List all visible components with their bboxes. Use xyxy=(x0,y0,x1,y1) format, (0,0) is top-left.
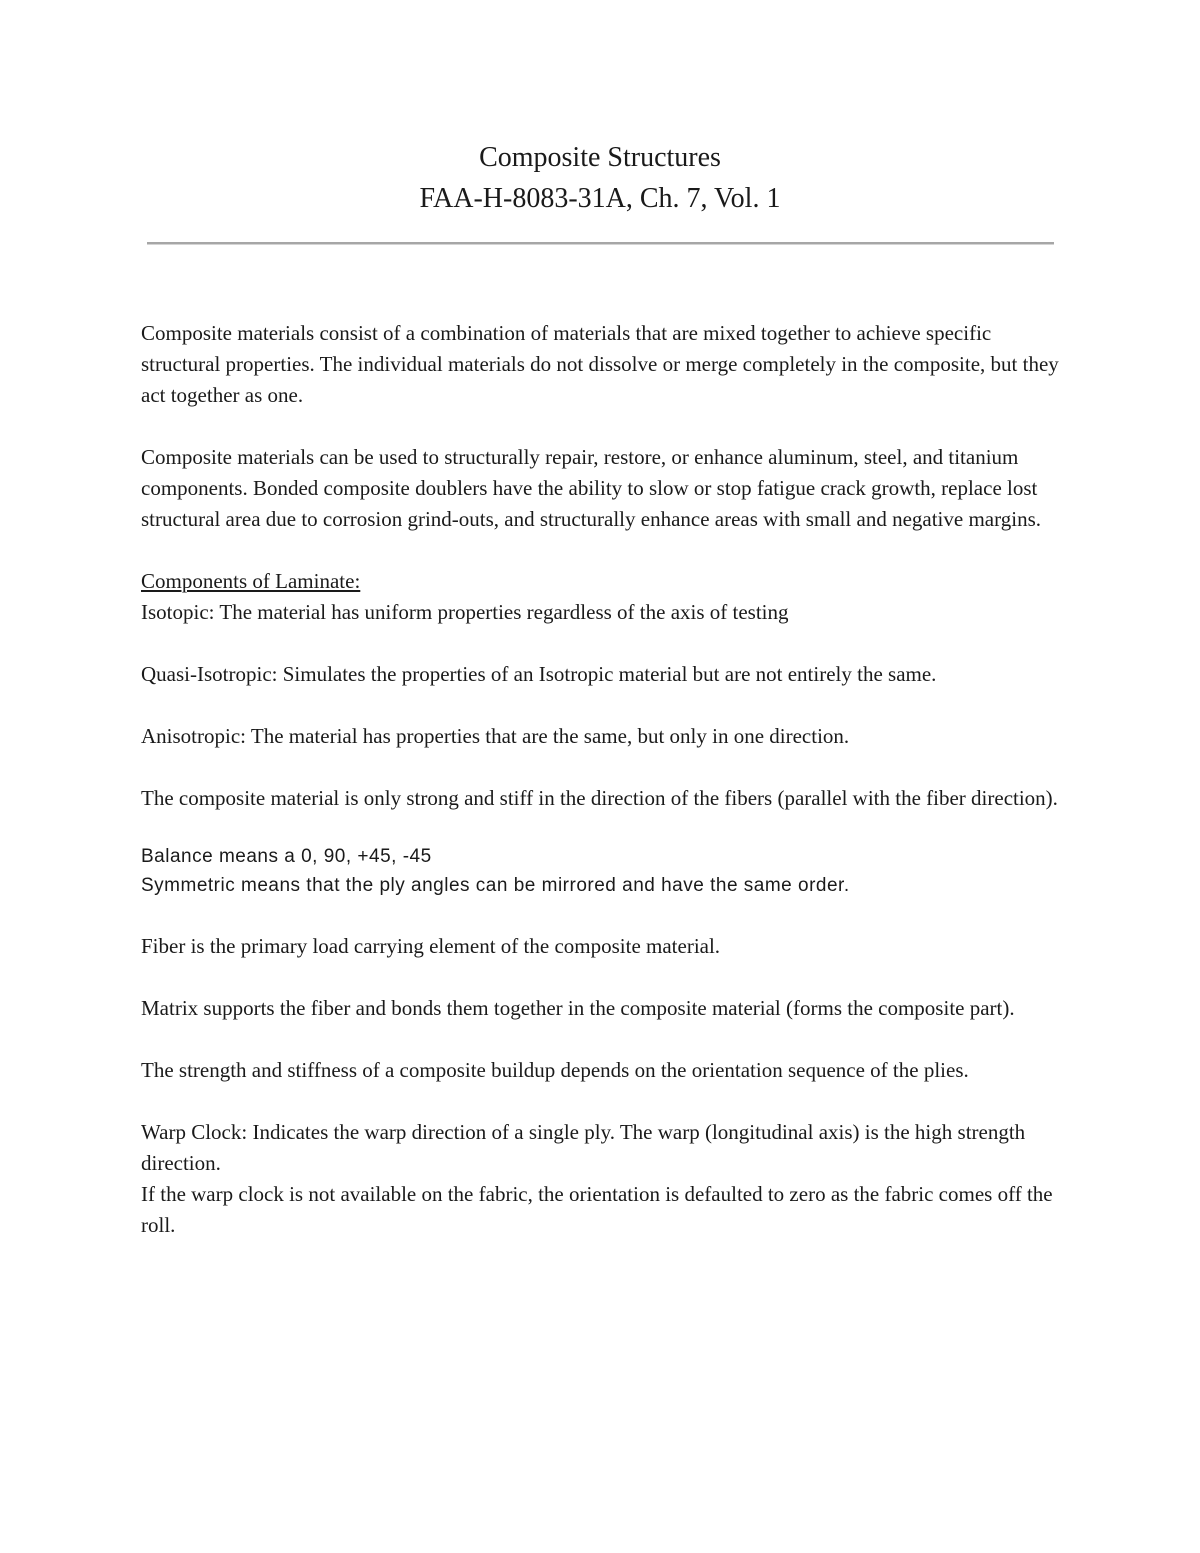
definition-matrix: Matrix supports the fiber and bonds them together in the composite material (forms the composite part). xyxy=(141,996,1015,1020)
horizontal-divider xyxy=(147,242,1054,245)
definition-balance: Balance means a 0, 90, +45, -45 xyxy=(141,846,432,867)
paragraph-fiber-direction: The composite material is only strong and stiff in the direction of the fibers (parallel with the fiber direction). xyxy=(141,786,1058,810)
section-heading-laminate: Components of Laminate: xyxy=(141,569,361,593)
document-subtitle: FAA-H-8083-31A, Ch. 7, Vol. 1 xyxy=(419,183,781,214)
definition-fiber: Fiber is the primary load carrying element of the composite material. xyxy=(141,934,721,958)
document-body xyxy=(141,318,1066,1241)
definition-quasi-isotropic: Quasi-Isotropic: Simulates the properties of an Isotropic material but are not entirely the same. xyxy=(141,662,937,686)
paragraph-warp-default: If the warp clock is not available on the fabric, the orientation is defaulted to zero as the fabric comes off the roll. xyxy=(141,1182,1053,1237)
definition-symmetric: Symmetric means that the ply angles can be mirrored and have the same order. xyxy=(141,875,850,896)
definition-warp-clock: Warp Clock: Indicates the warp direction of a single ply. The warp (longitudinal axis) is the high strength direction. xyxy=(141,1120,1026,1175)
paragraph-composite-definition: Composite materials consist of a combination of materials that are mixed together to achieve specific structural properties. The individual materials do not dissolve or merge completely in the composite, but they act together as one. xyxy=(141,321,1059,407)
paragraph-strength-stiffness: The strength and stiffness of a composite buildup depends on the orientation sequence of the plies. xyxy=(141,1058,969,1082)
definition-anisotropic: Anisotropic: The material has properties that are the same, but only in one direction. xyxy=(141,724,850,748)
definition-isotropic: Isotopic: The material has uniform properties regardless of the axis of testing xyxy=(141,600,789,624)
document-title: Composite Structures xyxy=(479,142,721,173)
paragraph-composite-uses: Composite materials can be used to structurally repair, restore, or enhance aluminum, steel, and titanium components. Bonded composite doublers have the ability to slow or stop fatigue crack growth, replace lost structural area due to corrosion grind-outs, and structurally enhance areas with small and negative margins. xyxy=(141,445,1041,531)
